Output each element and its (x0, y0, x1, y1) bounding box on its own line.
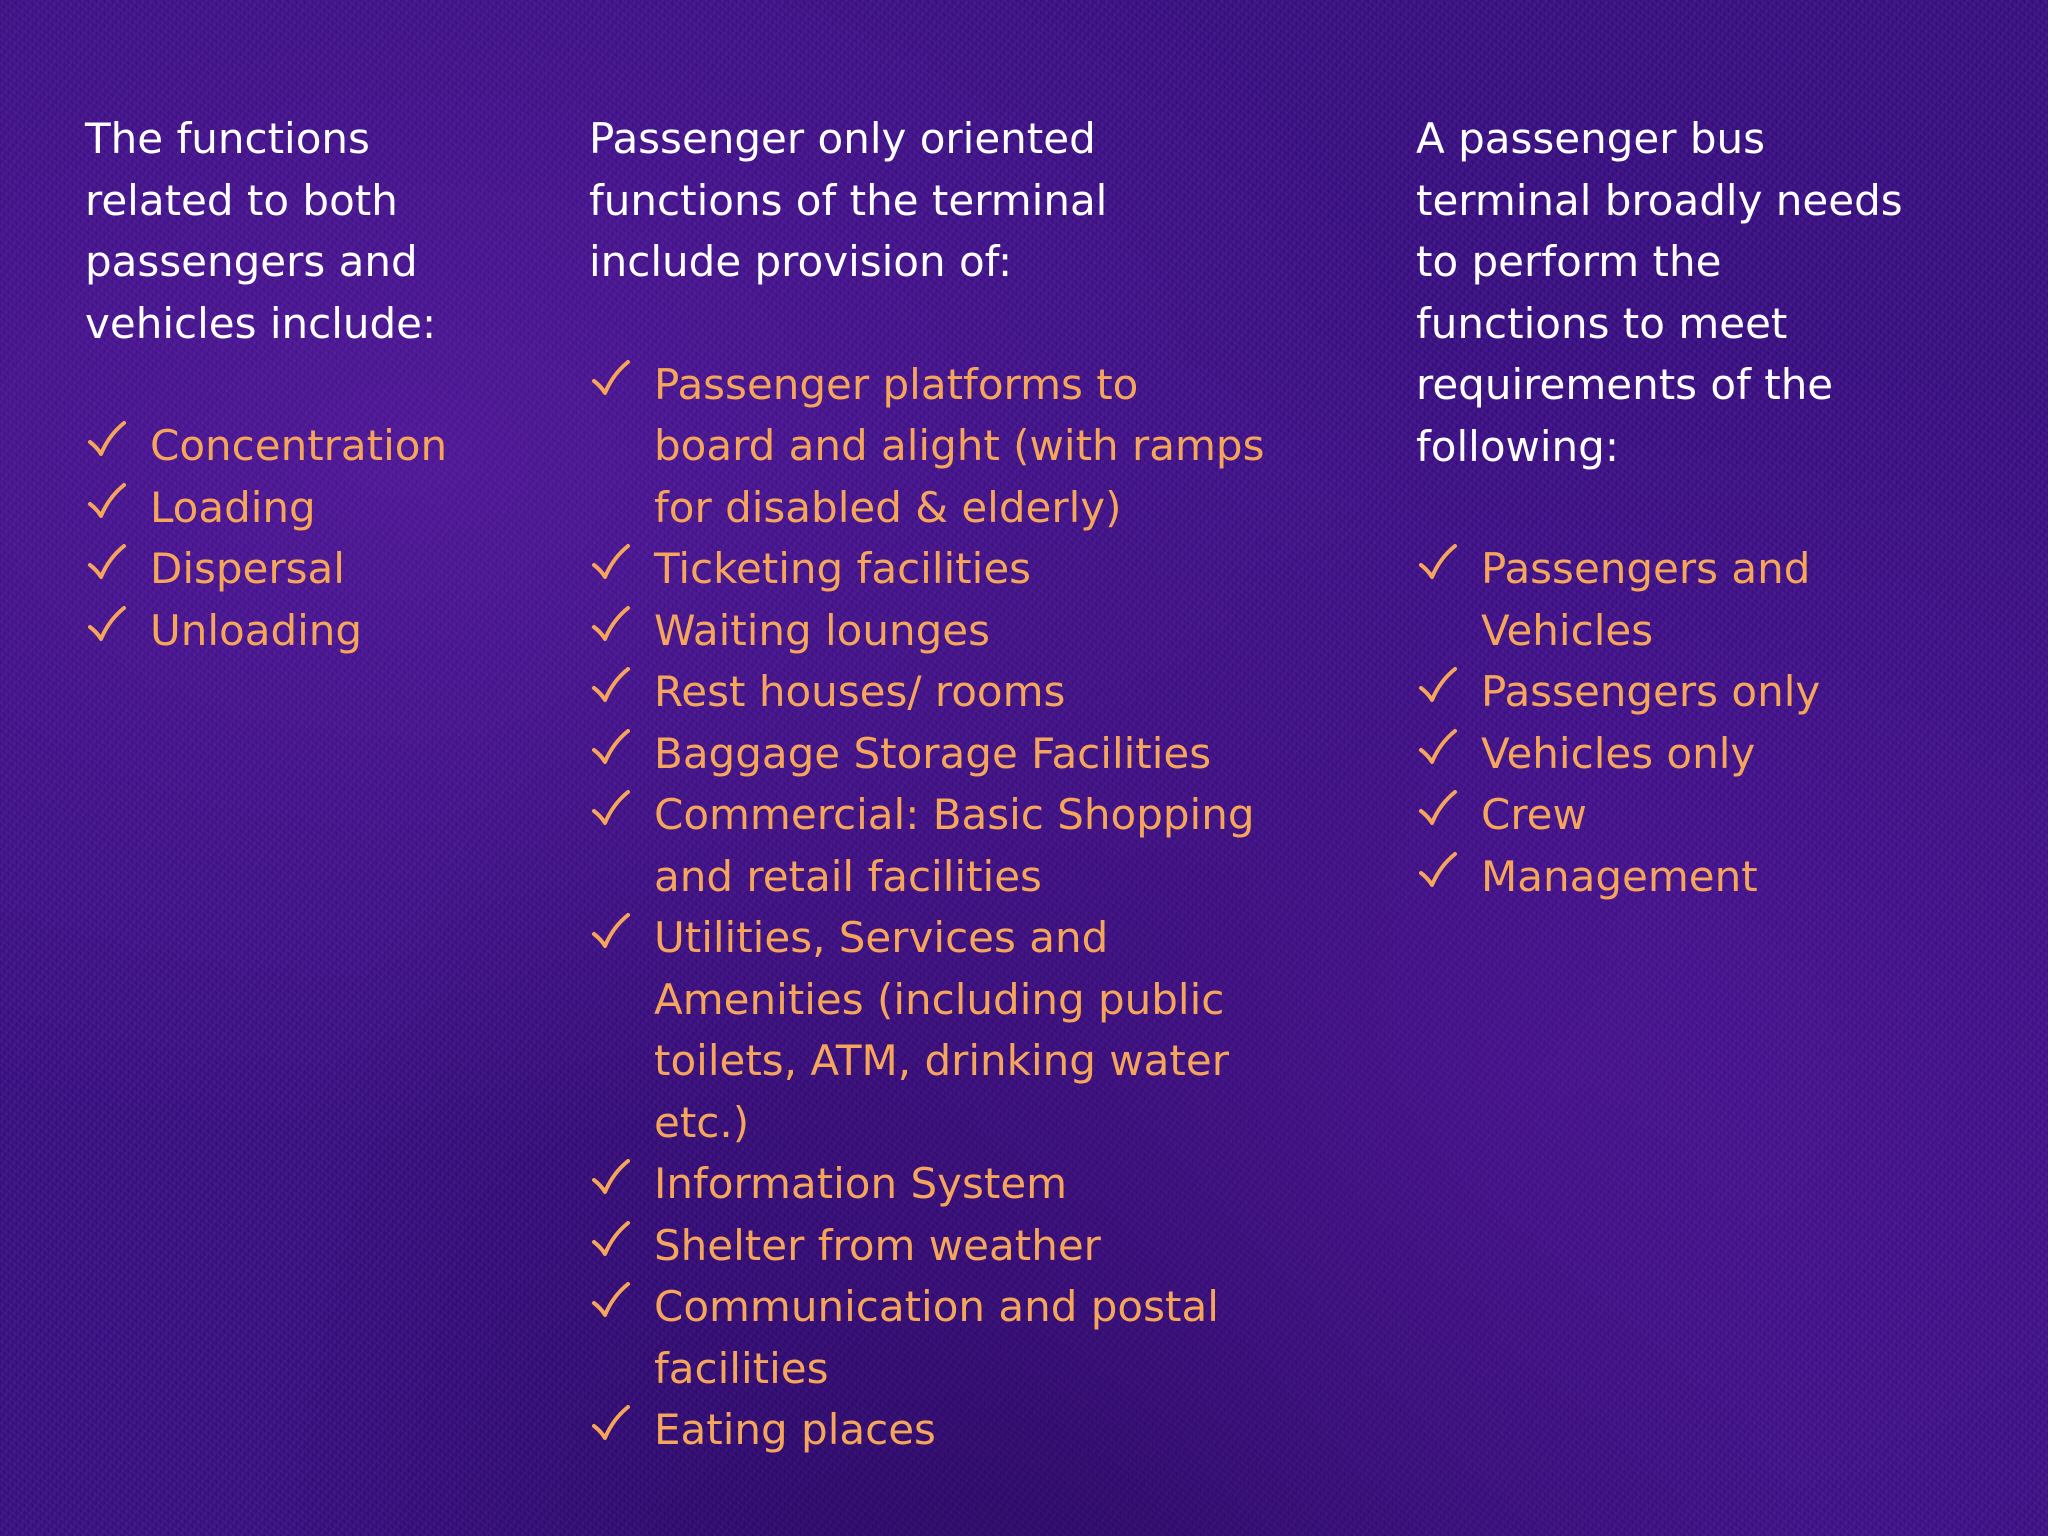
check-mark-icon (591, 907, 631, 968)
check-mark-icon (591, 661, 631, 722)
list-item (589, 538, 1309, 600)
list-item-label: Dispersal (150, 544, 345, 593)
list-item-label: Communication and postal facilities (654, 1282, 1219, 1393)
column-passenger-functions (589, 108, 1309, 1461)
column-intro: The functions related to both passengers and vehicles include: (85, 114, 437, 348)
check-mark-icon (591, 600, 631, 661)
list-item (589, 600, 1309, 662)
list-item-label: Rest houses/ rooms (654, 667, 1066, 716)
list-item (85, 477, 515, 539)
list-item-label: Loading (150, 482, 316, 532)
column-intro: A passenger bus terminal broadly needs to perform the functions to meet requirements of the following: (1416, 114, 1903, 471)
check-mark-icon (1418, 723, 1458, 784)
column-requirements (1416, 108, 2016, 907)
check-mark-icon (591, 1276, 631, 1337)
list-item-label: Vehicles only (1481, 728, 1756, 778)
list-item-label: Crew (1481, 790, 1587, 839)
function-list (1416, 538, 2016, 907)
check-mark-icon (87, 477, 127, 538)
check-mark-icon (87, 600, 127, 661)
list-item (589, 661, 1309, 723)
list-item-label: Baggage Storage Facilities (654, 728, 1212, 778)
list-item (85, 538, 515, 600)
list-item (589, 1215, 1309, 1277)
list-item (589, 1399, 1309, 1461)
list-item (1416, 661, 2016, 723)
check-mark-icon (591, 1399, 631, 1460)
check-mark-icon (591, 354, 631, 415)
list-item (589, 1276, 1309, 1399)
list-item (1416, 538, 2016, 661)
check-mark-icon (591, 538, 631, 599)
column-both-functions (85, 108, 515, 661)
list-item-label: Waiting lounges (654, 605, 990, 655)
list-item-label: Unloading (150, 605, 363, 655)
check-mark-icon (1418, 661, 1458, 722)
list-item (1416, 723, 2016, 785)
list-item-label: Management (1481, 851, 1758, 901)
list-item-label: Ticketing facilities (654, 544, 1032, 593)
function-list (589, 354, 1309, 1461)
list-item-label: Passengers and Vehicles (1481, 544, 1811, 655)
function-list (85, 415, 515, 661)
check-mark-icon (591, 784, 631, 845)
list-item-label: Commercial: Basic Shopping and retail facilities (654, 790, 1255, 901)
list-item (1416, 784, 2016, 846)
check-mark-icon (591, 1215, 631, 1276)
check-mark-icon (87, 538, 127, 599)
list-item (589, 354, 1309, 539)
check-mark-icon (591, 1153, 631, 1214)
list-item-label: Passengers only (1481, 667, 1821, 716)
list-item-label: Concentration (150, 421, 448, 470)
check-mark-icon (87, 415, 127, 476)
list-item-label: Passenger platforms to board and alight (with ramps for disabled & elderly) (654, 359, 1265, 532)
list-item (589, 1153, 1309, 1215)
check-mark-icon (1418, 846, 1458, 907)
list-item (85, 415, 515, 477)
check-mark-icon (1418, 784, 1458, 845)
list-item (589, 723, 1309, 785)
check-mark-icon (1418, 538, 1458, 599)
list-item (85, 600, 515, 662)
list-item-label: Eating places (654, 1405, 936, 1454)
check-mark-icon (591, 723, 631, 784)
list-item (1416, 846, 2016, 908)
list-item (589, 907, 1309, 1153)
list-item-label: Information System (654, 1159, 1068, 1208)
list-item (589, 784, 1309, 907)
list-item-label: Shelter from weather (654, 1220, 1101, 1270)
list-item-label: Utilities, Services and Amenities (including public toilets, ATM, drinking water etc.) (654, 913, 1229, 1147)
column-intro: Passenger only oriented functions of the terminal include provision of: (589, 114, 1108, 286)
